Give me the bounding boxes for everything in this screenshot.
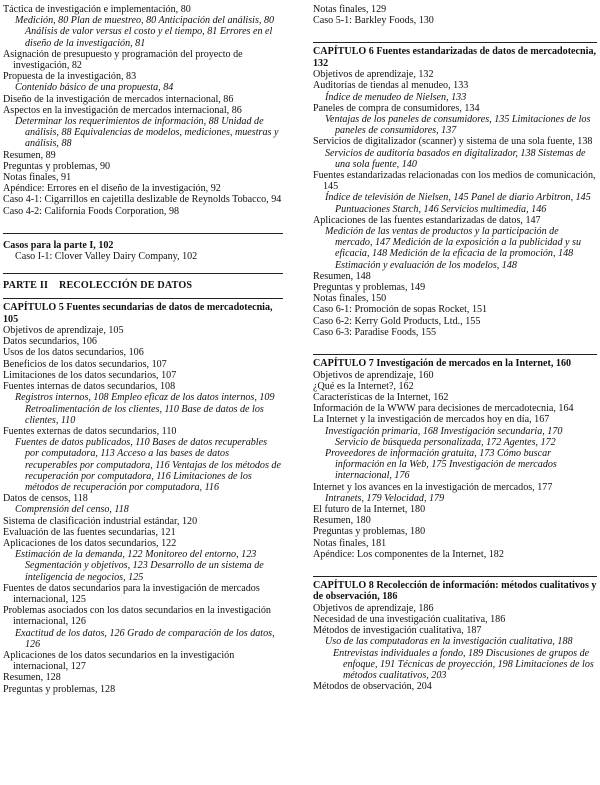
toc-entry: Caso 4-2: California Foods Corporation, 98	[3, 205, 180, 217]
toc-entry: Resumen, 180	[313, 515, 371, 527]
toc-entry: Fuentes externas de datos secundarios, 110	[3, 425, 177, 437]
toc-entry: Asignación de presupuesto y programación del proyecto de investigación, 82	[3, 48, 243, 72]
toc-entry: Limitaciones de los datos secundarios, 107	[3, 369, 177, 381]
toc-entry: Usos de los datos secundarios, 106	[3, 347, 144, 359]
chapter-label: CAPÍTULO 5	[3, 302, 64, 314]
toc-entry: Resumen, 148	[313, 270, 371, 282]
toc-entry: Preguntas y problemas, 90	[3, 160, 111, 172]
chapter-title: Recolección de información: métodos cualitativos y de observación, 186	[313, 579, 597, 603]
toc-subentry: Fuentes de datos publicados, 110 Bases de datos recuperables por computadora, 113 Acceso a las bases de datos recuperables por computadora, 116 Ventajas de los métodos de recuperación por computadora, 116 Limitaciones de los métodos de recuperación por computadora, 116	[15, 437, 281, 493]
toc-entry: Aplicaciones de los datos secundarios, 122	[3, 537, 177, 549]
toc-entry: Fuentes internas de datos secundarios, 108	[3, 381, 176, 393]
toc-entry: Problemas asociados con los datos secundarios en la investigación internacional, 126	[3, 605, 271, 628]
part-heading	[3, 280, 283, 292]
toc-subentry: Medición de las ventas de productos y la participación de mercado, 147 Medición de la exposición a la publicidad y su eficacia, 148 Medición de la eficacia de la promoción, 148 Estimación y evaluación de los modelos, 148	[325, 226, 582, 271]
toc-entry: Preguntas y problemas, 149	[313, 282, 426, 294]
toc-entry: Aspectos en la investigación de mercados internacional, 86	[3, 104, 242, 116]
toc-entry: Caso 6-2: Kerry Gold Products, Ltd., 155	[313, 315, 481, 327]
toc-entry: Propuesta de la investigación, 83	[3, 71, 137, 83]
toc-subentry: Ventajas de los paneles de consumidores, 135 Limitaciones de los paneles de consumidores, 137	[325, 114, 591, 137]
toc-entry: ¿Qué es la Internet?, 162	[313, 380, 414, 392]
part-title: RECOLECCIÓN DE DATOS	[59, 280, 193, 292]
chapter5-continued-list	[313, 4, 597, 26]
chapter8-entries	[313, 603, 597, 693]
toc-entry: Servicios de digitalizador (scanner) y sistema de una sola fuente, 138	[313, 136, 593, 148]
toc-right-column	[313, 4, 597, 692]
toc-entry: Fuentes estandarizadas relacionadas con los medios de comunicación, 145	[313, 170, 596, 193]
toc-subentry: Medición, 80 Plan de muestreo, 80 Anticipación del análisis, 80 Análisis de valor versus el costo y el tiempo, 81 Errores en el diseño de la investigación, 81	[15, 15, 275, 49]
toc-entry: Paneles de compra de consumidores, 134	[313, 102, 480, 114]
toc-entry: Evaluación de las fuentes secundarias, 121	[3, 526, 176, 538]
toc-entry: Preguntas y problemas, 180	[313, 526, 426, 538]
toc-entry: Internet y los avances en la investigación de mercados, 177	[313, 481, 553, 493]
toc-entry: Táctica de investigación e implementación, 80	[3, 4, 191, 15]
toc-subentry: Investigación primaria, 168 Investigación secundaria, 170 Servicio de búsqueda personalizada, 172 Agentes, 172	[325, 425, 563, 448]
toc-subentry: Índice de menudeo de Nielsen, 133	[325, 91, 467, 103]
toc-entry: Objetivos de aprendizaje, 186	[313, 602, 434, 614]
toc-entry: Objetivos de aprendizaje, 132	[313, 69, 434, 81]
chapter-title: Fuentes secundarias de datos de mercadotecnia, 105	[3, 302, 273, 325]
toc-entry: Notas finales, 181	[313, 537, 387, 549]
chapter-label: CAPÍTULO 7	[313, 358, 374, 370]
chapter6-entries	[313, 69, 597, 338]
toc-entry: Objetivos de aprendizaje, 160	[313, 369, 434, 381]
toc-entry: Fuentes de datos secundarios para la investigación de mercados internacional, 125	[3, 582, 260, 605]
toc-entry: Sistema de clasificación industrial estándar, 120	[3, 515, 198, 527]
chapter-heading	[3, 302, 283, 325]
toc-entry: Preguntas y problemas, 128	[3, 683, 116, 695]
toc-subentry: Contenido básico de una propuesta, 84	[15, 82, 174, 94]
chapter4-continued-list	[3, 4, 283, 217]
toc-entry: Beneficios de los datos secundarios, 107	[3, 358, 167, 370]
toc-subentry: Comprensión del censo, 118	[15, 504, 129, 516]
toc-entry: Resumen, 128	[3, 672, 61, 684]
cases-part1-heading: Casos para la parte I, 102	[3, 239, 114, 251]
toc-entry: Caso 5-1: Barkley Foods, 130	[313, 15, 434, 27]
case-entry: Caso I-1: Clover Valley Dairy Company, 102	[15, 251, 198, 263]
toc-entry: Aplicaciones de las fuentes estandarizadas de datos, 147	[313, 214, 541, 226]
toc-entry: La Internet y la investigación de mercados hoy en día, 167	[313, 414, 550, 426]
toc-left-column	[3, 4, 283, 695]
toc-entry: Necesidad de una investigación cualitativa, 186	[313, 613, 506, 625]
chapter5-entries	[3, 325, 283, 695]
toc-subentry: Uso de las computadoras en la investigación cualitativa, 188	[325, 636, 573, 648]
chapter-heading	[313, 46, 597, 69]
toc-subentry: Determinar los requerimientos de información, 88 Unidad de análisis, 88 Equivalencias de modelos, mediciones, muestras y análisis, 88	[15, 116, 279, 150]
toc-subentry: Intranets, 179 Velocidad, 179	[325, 492, 445, 504]
toc-entry: Objetivos de aprendizaje, 105	[3, 325, 124, 337]
toc-subentry: Servicios de auditoría basados en digitalizador, 138 Sistemas de una sola fuente, 140	[325, 147, 586, 170]
toc-subentry: Estimación de la demanda, 122 Monitoreo del entorno, 123 Segmentación y objetivos, 123 Desarrollo de un sistema de inteligencia de negocios, 125	[15, 549, 264, 583]
toc-entry: Notas finales, 91	[3, 172, 72, 184]
toc-entry: Resumen, 89	[3, 149, 56, 161]
toc-subentry: Índice de televisión de Nielsen, 145 Panel de diario Arbitron, 145 Puntuaciones Starch, 146 Servicios multimedia, 146	[325, 192, 591, 215]
toc-entry: Información de la WWW para decisiones de mercadotecnia, 164	[313, 403, 574, 415]
chapter-title: Fuentes estandarizadas de datos de mercadotecnia, 132	[313, 46, 597, 69]
chapter-title: Investigación de mercados en la Internet, 160	[376, 358, 572, 370]
toc-entry: Métodos de investigación cualitativa, 187	[313, 625, 482, 637]
chapter-label: CAPÍTULO 6	[313, 46, 374, 58]
toc-entry: Caso 4-1: Cigarrillos en cajetilla deslizable de Reynolds Tobacco, 94	[3, 194, 282, 206]
toc-entry: Datos de censos, 118	[3, 493, 88, 505]
toc-subentry: Exactitud de los datos, 126 Grado de comparación de los datos, 126	[15, 627, 275, 650]
toc-entry: Auditorías de tiendas al menudeo, 133	[313, 80, 469, 92]
toc-entry: Apéndice: Errores en el diseño de la investigación, 92	[3, 183, 221, 195]
toc-entry: Apéndice: Los componentes de la Internet, 182	[313, 548, 504, 560]
chapter-heading	[313, 580, 597, 603]
toc-entry: Características de la Internet, 162	[313, 391, 449, 403]
toc-subentry: Entrevistas individuales a fondo, 189 Discusiones de grupos de enfoque, 191 Técnicas de proyección, 198 Limitaciones de los métodos cualitativos, 203	[333, 647, 594, 681]
toc-entry: Notas finales, 129	[313, 4, 387, 15]
toc-entry: Caso 6-3: Paradise Foods, 155	[313, 326, 437, 338]
toc-subentry: Proveedores de información gratuita, 173 Cómo buscar información en la Web, 175 Investigación de mercados internacional, 176	[325, 447, 557, 482]
chapter7-entries	[313, 370, 597, 560]
toc-entry: Caso 6-1: Promoción de sopas Rocket, 151	[313, 304, 488, 316]
toc-entry: Datos secundarios, 106	[3, 336, 97, 348]
chapter-label: CAPÍTULO 8	[313, 579, 374, 591]
toc-entry: Notas finales, 150	[313, 293, 387, 305]
part-label: PARTE II	[3, 280, 49, 292]
chapter-heading	[313, 358, 597, 369]
toc-entry: El futuro de la Internet, 180	[313, 503, 426, 515]
toc-entry: Aplicaciones de los datos secundarios en la investigación internacional, 127	[3, 649, 235, 673]
toc-entry: Métodos de observación, 204	[313, 681, 432, 693]
toc-entry: Diseño de la investigación de mercados internacional, 86	[3, 93, 234, 105]
toc-subentry: Registros internos, 108 Empleo eficaz de los datos internos, 109 Retroalimentación de los clientes, 110 Base de datos de los clientes, 110	[15, 392, 275, 426]
